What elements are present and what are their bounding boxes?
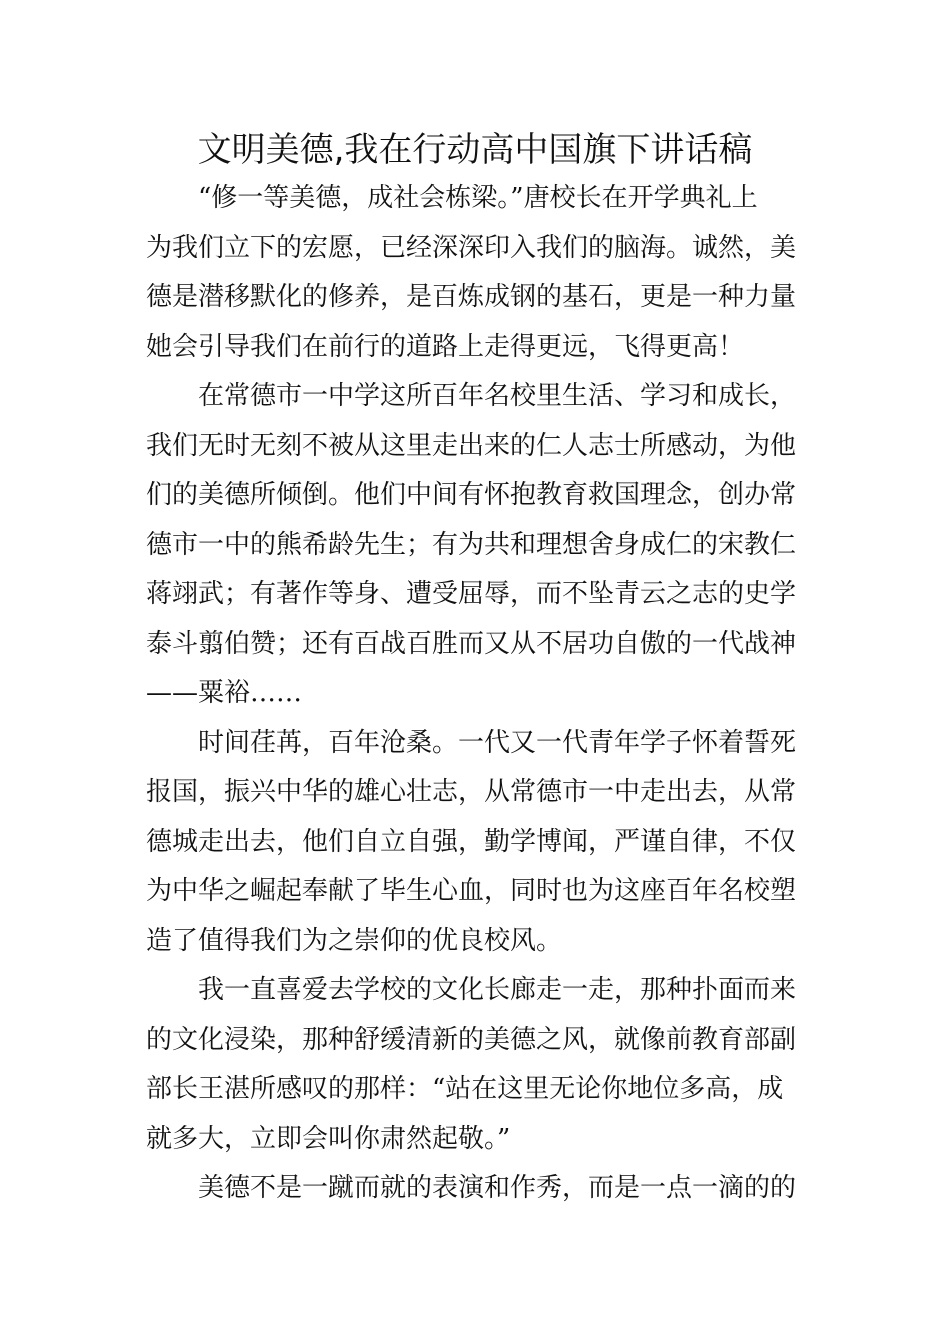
text-line: 德市一中的熊希龄先生；有为共和理想舍身成仁的宋教仁 [146, 529, 797, 560]
text-line: “修一等美德，成社会栋梁。”唐校长在开学典礼上 [198, 183, 758, 213]
text-line: 为我们立下的宏愿，已经深深印入我们的脑海。诚然，美 [146, 232, 797, 263]
document-body [146, 174, 808, 1214]
paragraph-1 [146, 174, 808, 372]
text-line: ——粟裕…… [146, 678, 303, 708]
page-title: 文明美德,我在行动高中国旗下讲话稿 [197, 130, 753, 170]
text-line: 在常德市一中学这所百年名校里生活、学习和成长， [198, 381, 797, 411]
text-line: 为中华之崛起奉献了毕生心血，同时也为这座百年名校塑 [146, 876, 797, 906]
text-line: 就多大，立即会叫你肃然起敬。” [146, 1123, 511, 1154]
paragraph-4 [146, 966, 808, 1164]
text-line: 德是潜移默化的修养，是百炼成钢的基石，更是一种力量 [146, 282, 797, 312]
text-line: 泰斗翦伯赞；还有百战百胜而又从不居功自傲的一代战神 [146, 628, 797, 659]
text-line: 报国，振兴中华的雄心壮志，从常德市一中走出去，从常 [146, 777, 797, 807]
text-line: 时间荏苒，百年沧桑。一代又一代青年学子怀着誓死 [198, 727, 797, 758]
text-line: 蒋翊武；有著作等身、遭受屈辱，而不坠青云之志的史学 [146, 579, 797, 609]
text-line: 我们无时无刻不被从这里走出来的仁人志士所感动，为他 [146, 430, 797, 461]
paragraph-2 [146, 372, 808, 719]
text-line: 德城走出去，他们自立自强，勤学博闻，严谨自律，不仅 [146, 826, 797, 857]
text-line: 美德不是一蹴而就的表演和作秀，而是一点一滴的的 [198, 1173, 797, 1203]
text-line: 我一直喜爱去学校的文化长廊走一走，那种扑面而来 [198, 975, 797, 1005]
text-line: 部长王湛所感叹的那样：“站在这里无论你地位多高，成 [146, 1074, 784, 1104]
text-line: 造了值得我们为之崇仰的优良校风。 [146, 925, 563, 956]
paragraph-3 [146, 719, 808, 967]
text-line: 她会引导我们在前行的道路上走得更远，飞得更高！ [146, 331, 745, 362]
paragraph-5 [146, 1164, 808, 1214]
text-line: 们的美德所倾倒。他们中间有怀抱教育救国理念，创办常 [146, 480, 797, 510]
text-line: 的文化浸染，那种舒缓清新的美德之风，就像前教育部副 [146, 1024, 797, 1055]
